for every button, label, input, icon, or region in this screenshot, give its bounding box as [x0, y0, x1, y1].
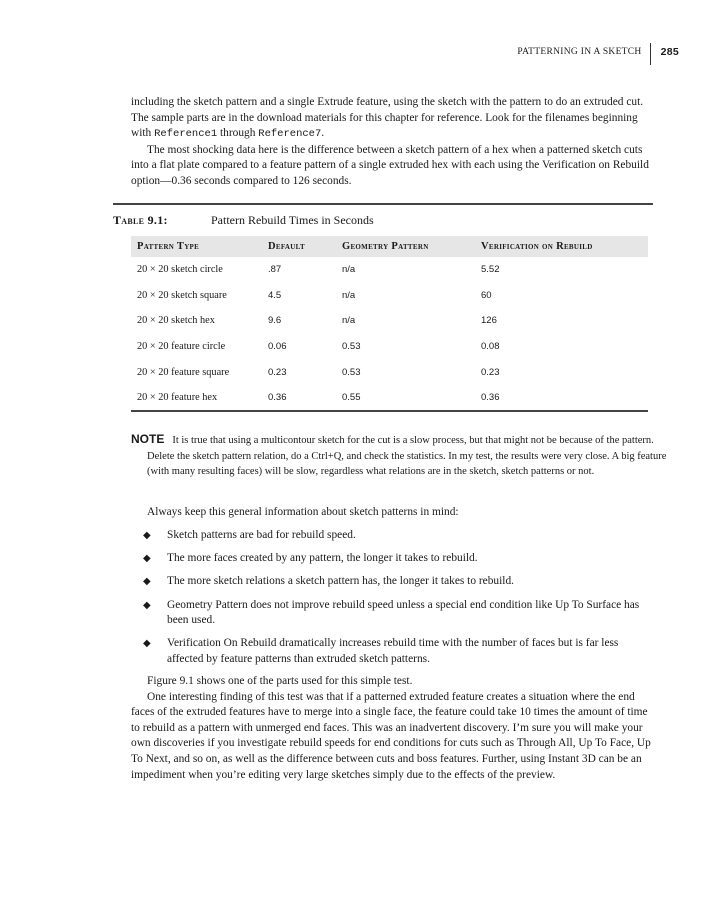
header-geometry-pattern: Geometry Pattern — [336, 236, 475, 257]
table-bottom-rule — [131, 410, 648, 412]
filename-reference7: Reference7 — [258, 128, 322, 141]
cell-pattern-type: 20 × 20 sketch square — [137, 289, 227, 301]
paragraph-continuation: including the sketch pattern and a single Extrude feature, using the sketch with the pattern to do an extruded cut. The sample parts are in the download materials for this chapter for reference. Look for the filenames beginning with Reference1 through Reference7. — [131, 96, 644, 141]
cell-default: 4.5 — [268, 289, 282, 301]
sketch-pattern-tips-list — [143, 528, 653, 675]
cell-default: 0.23 — [268, 366, 287, 378]
table-row — [131, 385, 648, 411]
table-row — [131, 283, 648, 309]
table-label: Table 9.1: — [113, 213, 168, 227]
list-item: ◆ The more faces created by any pattern, the longer it takes to rebuild. — [143, 551, 653, 567]
header-pattern-type: Pattern Type — [131, 236, 262, 257]
cell-default: 0.36 — [268, 392, 287, 404]
table-row — [131, 334, 648, 360]
header-verification: Verification on Rebuild — [475, 236, 648, 257]
table-row — [131, 308, 648, 334]
cell-geometry-pattern: n/a — [342, 264, 356, 276]
bullets-intro: Always keep this general information about sketch patterns in mind: — [147, 506, 459, 518]
header-section-title: PATTERNING IN A SKETCH — [517, 47, 642, 57]
table-row — [131, 359, 648, 385]
cell-default: 9.6 — [268, 315, 282, 327]
paragraph-findings: One interesting finding of this test was that if a patterned extruded feature creates a situation where the end faces of the extruded features have to merge into a single face, the feature could take 10 times the amount of time to rebuild as a pattern with unmerged end faces. This was an inadvertent discovery. I’m sure you will make your own discoveries if you investigate rebuild speeds for end conditions for cuts such as Through All, Up To Face, Up To Next, and so on, as well as the difference between cuts and boss features. Further, using Instant 3D can be an impediment when you’re editing very large sketches simply due to the effects of the preview. — [131, 690, 651, 781]
paragraph-figure-ref: Figure 9.1 shows one of the parts used for this simple test. — [147, 675, 413, 687]
cell-geometry-pattern: 0.55 — [342, 392, 361, 404]
cell-verification: 0.36 — [481, 392, 500, 404]
cell-geometry-pattern: 0.53 — [342, 341, 361, 353]
table-title: Pattern Rebuild Times in Seconds — [211, 213, 374, 227]
cell-geometry-pattern: n/a — [342, 289, 356, 301]
rebuild-times-table — [131, 236, 648, 411]
table-row — [131, 257, 648, 283]
table-top-rule — [113, 203, 653, 205]
diamond-bullet-icon: ◆ — [143, 599, 151, 611]
cell-verification: 60 — [481, 289, 492, 301]
header-default: Default — [262, 236, 336, 257]
page-number: 285 — [660, 46, 679, 58]
cell-verification: 5.52 — [481, 264, 500, 276]
diamond-bullet-icon: ◆ — [143, 553, 151, 565]
cell-pattern-type: 20 × 20 sketch circle — [137, 264, 223, 276]
cell-default: .87 — [268, 264, 282, 276]
bottom-paragraphs — [131, 674, 652, 783]
list-item: ◆ Verification On Rebuild dramatically increases rebuild time with the number of faces but is far less affected by feature patterns than extruded sketch patterns. — [143, 637, 619, 665]
table-header-row — [131, 236, 648, 257]
filename-reference1: Reference1 — [154, 128, 218, 141]
list-item: ◆ Geometry Pattern does not improve rebuild speed unless a special end condition like Up To Surface has been used. — [143, 598, 640, 627]
note-block — [131, 432, 668, 480]
list-item: ◆ The more sketch relations a sketch pattern has, the longer it takes to rebuild. — [143, 574, 653, 590]
cell-geometry-pattern: 0.53 — [342, 366, 361, 378]
cell-geometry-pattern: n/a — [342, 315, 356, 327]
diamond-bullet-icon: ◆ — [143, 530, 151, 541]
diamond-bullet-icon: ◆ — [143, 638, 151, 650]
top-paragraphs — [131, 95, 652, 190]
cell-default: 0.06 — [268, 341, 287, 353]
cell-verification: 126 — [481, 315, 497, 327]
list-item: ◆ Sketch patterns are bad for rebuild speed. — [143, 528, 653, 544]
table-caption — [113, 213, 374, 228]
cell-verification: 0.23 — [481, 366, 500, 378]
diamond-bullet-icon: ◆ — [143, 576, 151, 588]
cell-pattern-type: 20 × 20 feature square — [137, 366, 230, 378]
running-header — [517, 41, 679, 63]
cell-pattern-type: 20 × 20 feature hex — [137, 392, 218, 404]
cell-pattern-type: 20 × 20 sketch hex — [137, 315, 215, 327]
note-label: NOTE — [131, 432, 165, 446]
paragraph-shocking-data: The most shocking data here is the difference between a sketch pattern of a hex when a patterned sketch cuts into a flat plate compared to a feature pattern of a single extruded hex with each using the Verification on Rebuild option—0.36 seconds compared to 126 seconds. — [131, 143, 649, 187]
cell-verification: 0.08 — [481, 341, 500, 353]
cell-pattern-type: 20 × 20 feature circle — [137, 341, 226, 353]
note-text: It is true that using a multicontour sketch for the cut is a slow process, but that might not be because of the pattern. Delete the sketch pattern relation, do a Ctrl+Q, and check the statistics. In my test, the results were very close. A big feature (with many resulting faces) will be slow, regardless what relations are in the sketch, sketch patterns or not. — [147, 435, 667, 478]
header-divider — [650, 43, 651, 65]
